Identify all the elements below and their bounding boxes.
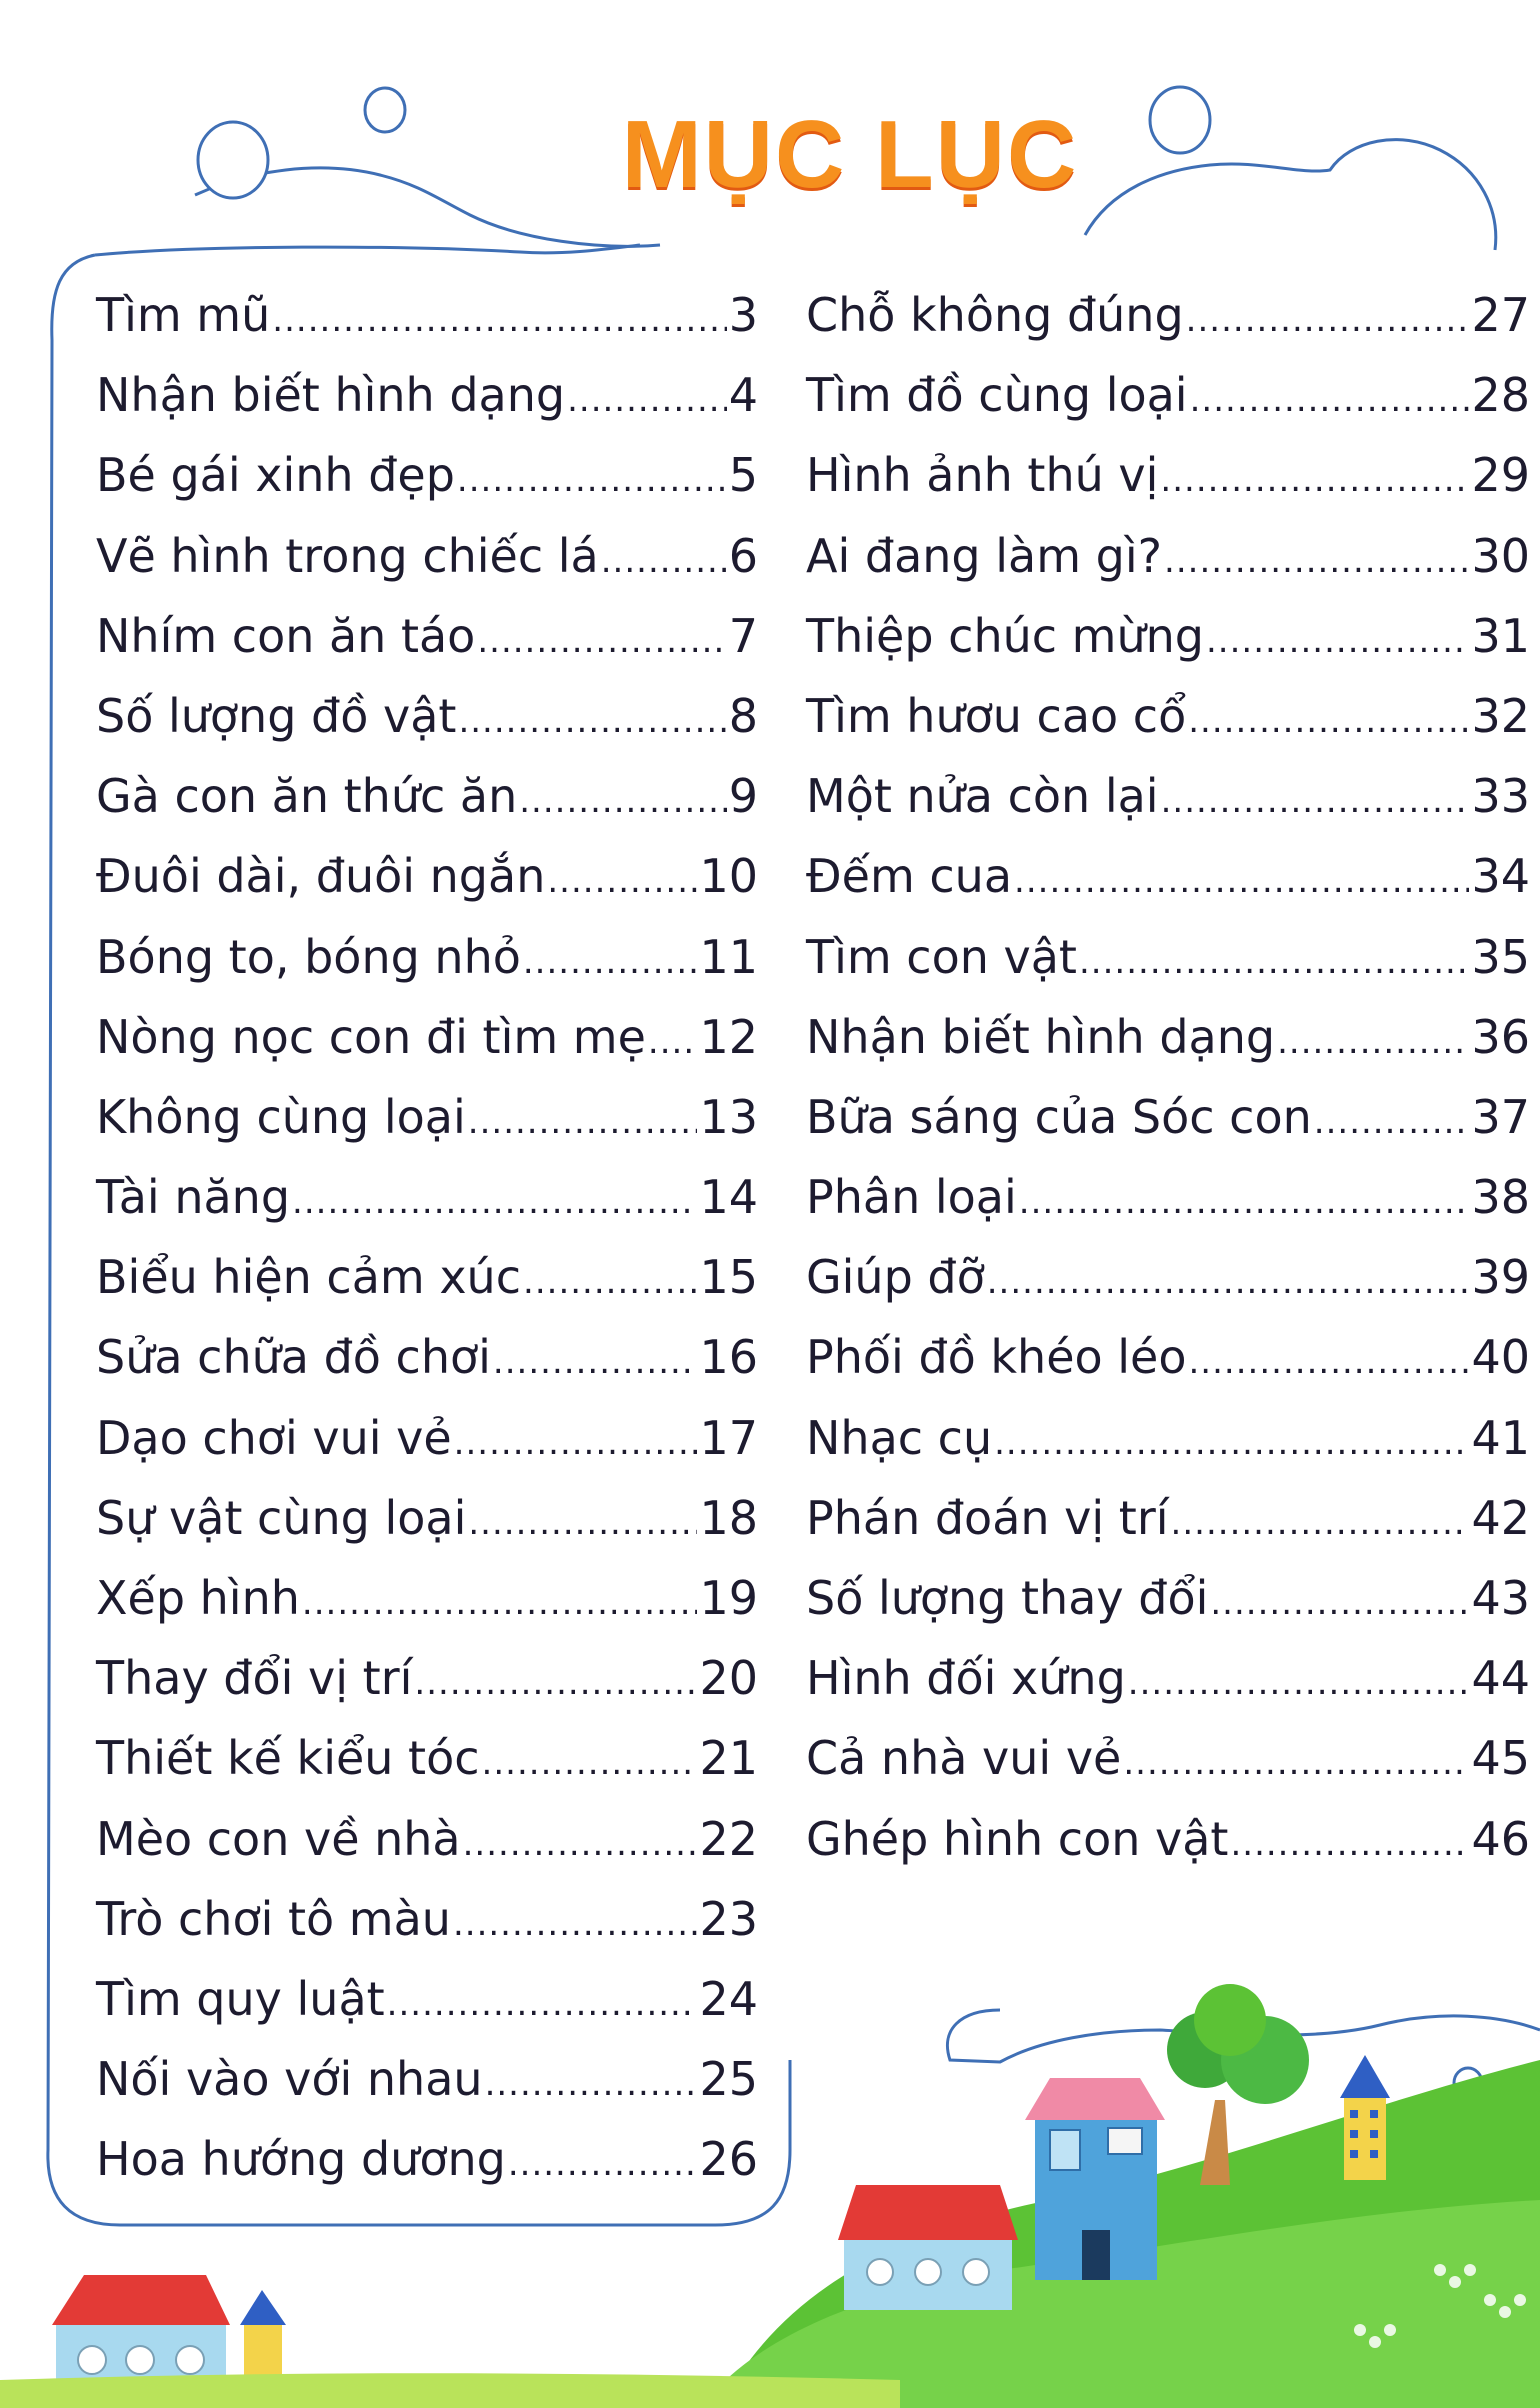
toc-entry xyxy=(96,1077,758,1157)
toc-entry-page: 35 xyxy=(1471,929,1530,984)
toc-entry-page: 42 xyxy=(1471,1490,1530,1545)
toc-entry xyxy=(96,676,758,756)
toc-entry xyxy=(96,1638,758,1718)
toc-leader-dots xyxy=(458,681,726,761)
toc-leader-dots xyxy=(292,1162,697,1242)
toc-entry xyxy=(96,1478,758,1558)
toc-entry-page: 13 xyxy=(699,1089,758,1144)
toc-entry xyxy=(96,596,758,676)
toc-entry-page: 46 xyxy=(1471,1811,1530,1866)
toc-entry-page: 29 xyxy=(1471,448,1530,503)
toc-entry-page: 5 xyxy=(728,448,758,503)
toc-entry-title: Nhạc cụ xyxy=(806,1410,993,1465)
toc-entry xyxy=(806,1157,1530,1237)
toc-entry-page: 34 xyxy=(1471,849,1530,904)
toc-leader-dots xyxy=(485,2044,698,2124)
toc-entry-page: 36 xyxy=(1471,1009,1530,1064)
toc-entry-title: Nòng nọc con đi tìm mẹ xyxy=(96,1009,646,1064)
toc-entry xyxy=(96,1558,758,1638)
toc-entry xyxy=(96,2039,758,2119)
toc-entry xyxy=(96,1718,758,1798)
toc-entry-page: 15 xyxy=(699,1250,758,1305)
toc-entry xyxy=(96,1879,758,1959)
toc-entry-title: Chỗ không đúng xyxy=(806,288,1184,342)
toc-entry xyxy=(806,435,1530,515)
toc-entry xyxy=(96,275,758,355)
toc-entry-title: Trò chơi tô màu xyxy=(96,1891,451,1946)
toc-leader-dots xyxy=(523,922,698,1002)
toc-leader-dots xyxy=(414,1643,697,1723)
toc-leader-dots xyxy=(468,1082,698,1162)
toc-entry xyxy=(806,1638,1530,1718)
toc-entry-page: 43 xyxy=(1471,1571,1530,1625)
toc-entry xyxy=(96,516,758,596)
toc-entry-page: 12 xyxy=(699,1009,758,1064)
toc-entry-title: Hoa hướng dương xyxy=(96,2132,506,2187)
toc-entry-title: Bóng to, bóng nhỏ xyxy=(96,929,521,984)
toc-entry-title: Phối đồ khéo léo xyxy=(806,1330,1187,1385)
toc-entry-page: 37 xyxy=(1471,1089,1530,1144)
toc-leader-dots xyxy=(468,1483,697,1563)
toc-leader-dots xyxy=(1314,1082,1470,1162)
toc-entry-page: 23 xyxy=(699,1891,758,1946)
toc-entry-title: Nhím con ăn táo xyxy=(96,608,476,663)
toc-leader-dots xyxy=(1206,601,1469,681)
toc-entry-title: Tìm quy luật xyxy=(96,1971,385,2026)
toc-entry-title: Thay đổi vị trí xyxy=(96,1651,413,1706)
toc-entry xyxy=(96,1799,758,1879)
toc-entry-page: 21 xyxy=(699,1731,758,1786)
toc-entry-title: Tìm mũ xyxy=(96,288,271,342)
toc-entry-page: 11 xyxy=(699,929,758,984)
toc-entry-page: 24 xyxy=(699,1971,758,2026)
toc-entry-page: 32 xyxy=(1471,688,1530,743)
toc-entry-page: 39 xyxy=(1471,1250,1530,1305)
toc-leader-dots xyxy=(302,1563,698,1643)
toc-leader-dots xyxy=(1161,761,1470,841)
toc-entry xyxy=(806,1077,1530,1157)
toc-entry xyxy=(806,596,1530,676)
toc-entry-title: Cả nhà vui vẻ xyxy=(806,1731,1122,1786)
toc-entry-page: 38 xyxy=(1471,1170,1530,1225)
toc-entry xyxy=(96,917,758,997)
toc-entry-title: Sự vật cùng loại xyxy=(96,1490,467,1545)
toc-entry xyxy=(96,1237,758,1317)
toc-entry-title: Giúp đỡ xyxy=(806,1250,985,1305)
toc-leader-dots xyxy=(1188,681,1469,761)
toc-entry-title: Ai đang làm gì? xyxy=(806,528,1163,583)
toc-entry-page: 10 xyxy=(699,849,758,904)
toc-entry xyxy=(806,1799,1530,1879)
toc-leader-dots xyxy=(463,1804,698,1884)
toc-entry-title: Tìm hươu cao cổ xyxy=(806,688,1187,743)
toc-entry-title: Vẽ hình trong chiếc lá xyxy=(96,528,599,583)
toc-entry xyxy=(96,1157,758,1237)
toc-entry xyxy=(806,676,1530,756)
toc-entry-page: 9 xyxy=(728,769,758,824)
toc-entry-page: 22 xyxy=(699,1811,758,1866)
toc-entry-title: Không cùng loại xyxy=(96,1089,466,1144)
toc-entry xyxy=(96,2119,758,2199)
toc-leader-dots xyxy=(1210,1563,1469,1643)
toc-leader-dots xyxy=(1277,1002,1469,1082)
toc-leader-dots xyxy=(1079,922,1469,1002)
toc-entry-title: Đếm cua xyxy=(806,849,1013,904)
toc-entry-title: Số lượng đồ vật xyxy=(96,688,457,743)
toc-leader-dots xyxy=(1160,440,1469,520)
toc-leader-dots xyxy=(272,280,726,360)
toc-entry-title: Một nửa còn lại xyxy=(806,769,1159,824)
page-title: MỤC LỤC xyxy=(621,101,1079,208)
toc-leader-dots xyxy=(987,1242,1470,1322)
toc-entry-title: Tìm đồ cùng loại xyxy=(806,368,1188,423)
toc-leader-dots xyxy=(1186,280,1470,360)
toc-entry xyxy=(806,355,1530,435)
toc-entry-title: Phán đoán vị trí xyxy=(806,1490,1169,1545)
toc-entry xyxy=(96,355,758,435)
toc-leader-dots xyxy=(1019,1162,1470,1242)
red-roof-house-illustration xyxy=(838,2185,1018,2310)
toc-entry-title: Bé gái xinh đẹp xyxy=(96,448,455,503)
left-houses-illustration xyxy=(52,2275,286,2385)
toc-leader-dots xyxy=(519,761,726,841)
toc-leader-dots xyxy=(1189,1322,1470,1402)
toc-entry-page: 41 xyxy=(1471,1410,1530,1465)
tower-illustration xyxy=(1340,2055,1390,2180)
toc-entry-page: 31 xyxy=(1471,608,1530,663)
toc-entry-page: 20 xyxy=(699,1651,758,1706)
toc-right-column xyxy=(806,275,1530,1879)
toc-entry-page: 45 xyxy=(1471,1731,1530,1786)
toc-entry-page: 18 xyxy=(699,1490,758,1545)
toc-entry xyxy=(96,756,758,836)
toc-entry-page: 30 xyxy=(1471,528,1530,583)
toc-entry-title: Tài năng xyxy=(96,1170,291,1225)
toc-entry-title: Thiệp chúc mừng xyxy=(806,608,1204,663)
toc-leader-dots xyxy=(493,1322,698,1402)
toc-leader-dots xyxy=(1014,841,1469,921)
toc-leader-dots xyxy=(1123,1723,1469,1803)
toc-entry-title: Phân loại xyxy=(806,1170,1017,1225)
toc-leader-dots xyxy=(1164,521,1469,601)
toc-leader-dots xyxy=(457,440,727,520)
toc-entry xyxy=(806,1398,1530,1478)
toc-entry-title: Đuôi dài, đuôi ngắn xyxy=(96,849,546,904)
toc-entry-title: Hình đối xứng xyxy=(806,1651,1126,1706)
toc-leader-dots xyxy=(648,1002,698,1082)
toc-entry-title: Tìm con vật xyxy=(806,929,1077,984)
toc-entry-page: 4 xyxy=(728,368,758,423)
toc-entry-page: 17 xyxy=(699,1410,758,1465)
toc-entry-page: 25 xyxy=(699,2052,758,2107)
toc-entry xyxy=(806,1478,1530,1558)
toc-entry-page: 26 xyxy=(699,2132,758,2187)
toc-entry xyxy=(806,1558,1530,1638)
blue-house-illustration xyxy=(1025,2078,1165,2280)
toc-leader-dots xyxy=(453,1884,698,1964)
toc-entry xyxy=(96,997,758,1077)
toc-entry-page: 33 xyxy=(1471,769,1530,824)
toc-entry-page: 14 xyxy=(699,1170,758,1225)
toc-entry-page: 19 xyxy=(699,1571,758,1625)
toc-leader-dots xyxy=(387,1964,698,2044)
toc-entry-title: Nối vào với nhau xyxy=(96,2052,483,2107)
toc-entry-title: Ghép hình con vật xyxy=(806,1811,1229,1866)
toc-leader-dots xyxy=(547,841,697,921)
toc-entry xyxy=(806,1237,1530,1317)
toc-leader-dots xyxy=(1171,1483,1470,1563)
toc-entry-page: 28 xyxy=(1471,368,1530,423)
toc-entry-title: Nhận biết hình dạng xyxy=(96,368,566,423)
toc-entry xyxy=(96,1317,758,1397)
toc-leader-dots xyxy=(567,360,727,440)
toc-entry-page: 44 xyxy=(1471,1651,1530,1706)
toc-entry xyxy=(806,756,1530,836)
toc-entry-page: 8 xyxy=(728,688,758,743)
toc-entry xyxy=(806,997,1530,1077)
toc-leader-dots xyxy=(508,2124,698,2204)
toc-entry-title: Thiết kế kiểu tóc xyxy=(96,1731,480,1786)
toc-entry xyxy=(806,917,1530,997)
toc-entry xyxy=(806,516,1530,596)
toc-leader-dots xyxy=(601,521,727,601)
toc-entry-title: Xếp hình xyxy=(96,1571,300,1625)
toc-leader-dots xyxy=(1128,1643,1470,1723)
toc-entry xyxy=(96,1959,758,2039)
toc-leader-dots xyxy=(482,1723,698,1803)
toc-entry-title: Gà con ăn thức ăn xyxy=(96,769,518,824)
toc-leader-dots xyxy=(523,1242,697,1322)
toc-entry-title: Biểu hiện cảm xúc xyxy=(96,1250,522,1305)
toc-entry-page: 16 xyxy=(699,1330,758,1385)
toc-entry-title: Mèo con về nhà xyxy=(96,1811,461,1866)
toc-entry-page: 3 xyxy=(728,288,758,342)
toc-entry-title: Dạo chơi vui vẻ xyxy=(96,1410,452,1465)
toc-left-column xyxy=(96,275,758,2200)
toc-entry xyxy=(96,435,758,515)
toc-entry xyxy=(806,275,1530,355)
toc-leader-dots xyxy=(477,601,726,681)
toc-entry xyxy=(806,1718,1530,1798)
toc-entry xyxy=(806,836,1530,916)
toc-entry xyxy=(806,1317,1530,1397)
toc-entry-title: Hình ảnh thú vị xyxy=(806,448,1159,503)
toc-entry xyxy=(96,1398,758,1478)
toc-entry-page: 40 xyxy=(1471,1330,1530,1385)
toc-entry-title: Nhận biết hình dạng xyxy=(806,1009,1276,1064)
toc-leader-dots xyxy=(454,1403,698,1483)
toc-entry-page: 6 xyxy=(728,528,758,583)
toc-entry-title: Bữa sáng của Sóc con xyxy=(806,1089,1312,1144)
toc-leader-dots xyxy=(1230,1804,1469,1884)
toc-entry-title: Số lượng thay đổi xyxy=(806,1571,1209,1625)
toc-entry-page: 27 xyxy=(1471,288,1530,342)
toc-leader-dots xyxy=(994,1403,1469,1483)
toc-entry xyxy=(96,836,758,916)
toc-entry-page: 7 xyxy=(728,608,758,663)
toc-leader-dots xyxy=(1190,360,1470,440)
toc-entry-title: Sửa chữa đồ chơi xyxy=(96,1330,491,1385)
